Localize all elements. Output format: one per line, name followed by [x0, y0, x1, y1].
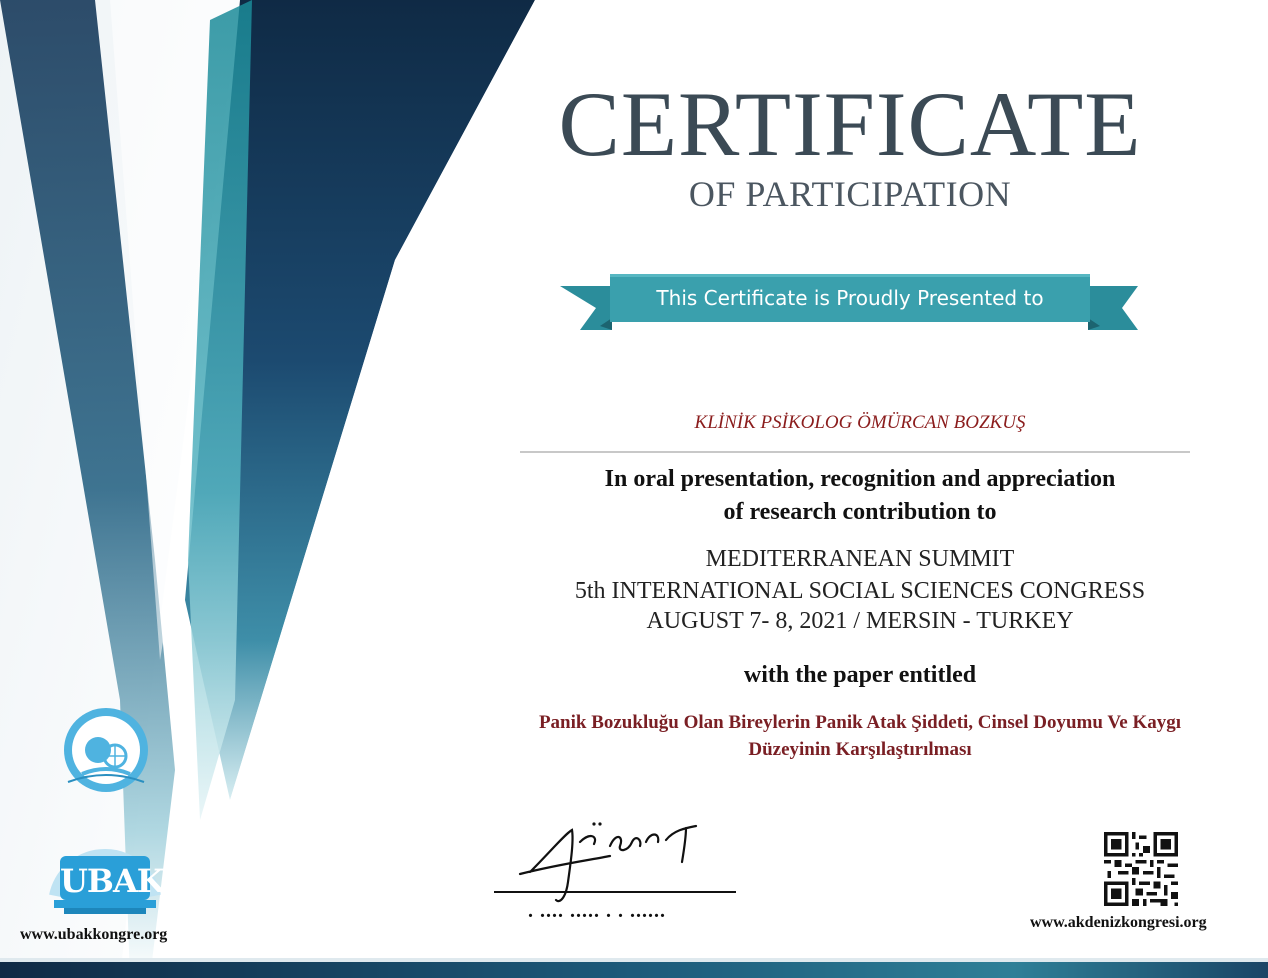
recognition-line-1: In oral presentation, recognition and appreciation [604, 466, 1116, 492]
recognition-line-2: of research contribution to [723, 499, 997, 525]
paper-intro: with the paper entitled [743, 662, 977, 688]
qr-code [1104, 832, 1178, 906]
ubak-logo-mark: UBAK [60, 862, 164, 900]
congress-logo [48, 702, 164, 812]
recipient-name: KLİNİK PSİKOLOG ÖMÜRCAN BOZKUŞ [694, 412, 1026, 433]
ribbon-text: This Certificate is Proudly Presented to [656, 286, 1044, 310]
recipient-underline [520, 451, 1190, 453]
paper-title-line-2: Düzeyinin Karşılaştırılması [748, 739, 972, 760]
congress-website-url: www.akdenizkongresi.org [1030, 914, 1207, 931]
certificate-title: CERTIFICATE [558, 73, 1142, 175]
signature-placeholder-dots: . .... ..... . . ...... [528, 900, 666, 922]
event-name: MEDITERRANEAN SUMMIT [705, 546, 1015, 572]
certificate-subtitle: OF PARTICIPATION [688, 174, 1012, 214]
paper-title-line-1: Panik Bozukluğu Olan Bireylerin Panik Atak Şiddeti, Cinsel Doyumu Ve Kaygı [538, 712, 1182, 733]
event-date-location: AUGUST 7- 8, 2021 / MERSIN - TURKEY [646, 608, 1074, 634]
event-congress: 5th INTERNATIONAL SOCIAL SCIENCES CONGRESS [574, 578, 1146, 604]
ubak-website-url: www.ubakkongre.org [20, 926, 168, 943]
